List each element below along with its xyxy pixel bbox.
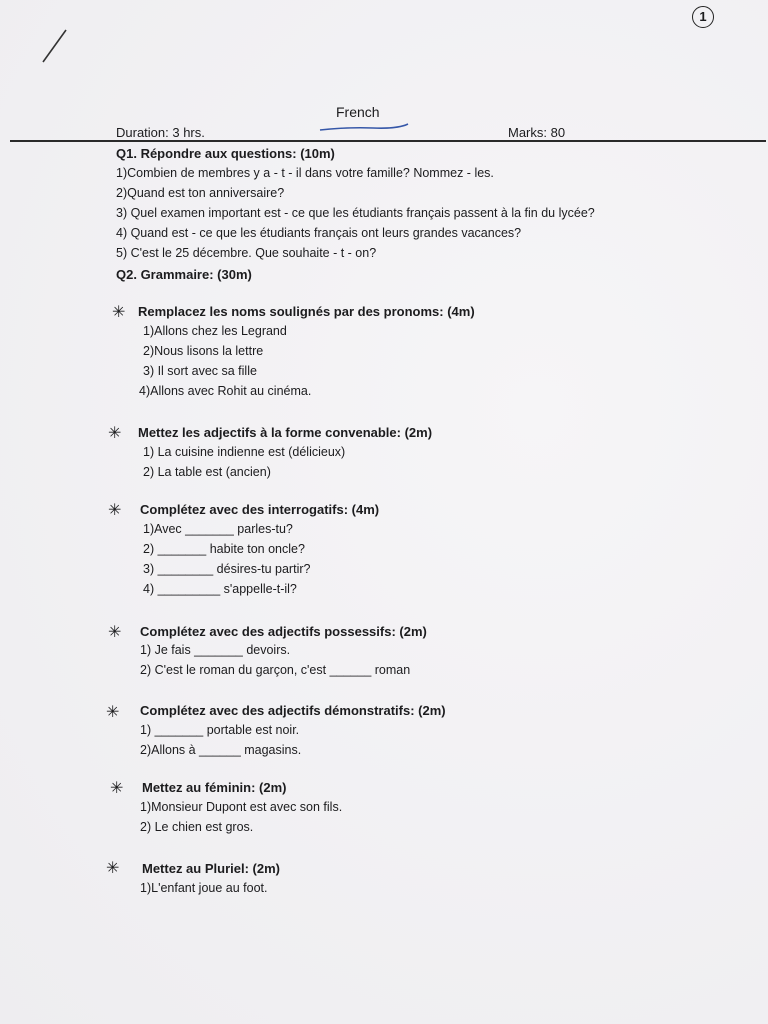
section-item: 3) ________ désires-tu partir?	[143, 562, 311, 576]
q1-heading: Q1. Répondre aux questions: (10m)	[116, 146, 335, 161]
asterisk-bullet-icon: ✳	[108, 624, 122, 641]
page-number-circle: 1	[692, 6, 714, 28]
section-item: 3) Il sort avec sa fille	[143, 364, 257, 378]
section-item: 1) _______ portable est noir.	[140, 723, 300, 737]
section-item: 1) Je fais _______ devoirs.	[140, 643, 291, 657]
title-underline	[318, 121, 410, 133]
section-item: 4) _________ s'appelle-t-il?	[143, 582, 297, 596]
section-title: Complétez avec des adjectifs possessifs: (2m)	[140, 624, 427, 639]
section-title: Complétez avec des adjectifs démonstratifs: (2m)	[140, 703, 446, 718]
pen-stroke-mark	[40, 26, 70, 66]
section-title: Mettez au Pluriel: (2m)	[142, 861, 280, 876]
section-item: 2)Nous lisons la lettre	[143, 344, 264, 358]
header-rule	[10, 140, 766, 142]
section-title: Mettez les adjectifs à la forme convenable: (2m)	[138, 425, 433, 440]
section-item: 2) C'est le roman du garçon, c'est ______ roman	[140, 663, 411, 677]
section-item: 4)Allons avec Rohit au cinéma.	[139, 384, 312, 398]
asterisk-bullet-icon: ✳	[106, 860, 120, 877]
q1-item: 1)Combien de membres y a - t - il dans votre famille? Nommez - les.	[116, 166, 494, 180]
section-item: 1)L'enfant joue au foot.	[140, 881, 268, 895]
section-item: 2) La table est (ancien)	[143, 465, 271, 479]
section-item: 2)Allons à ______ magasins.	[140, 743, 302, 757]
asterisk-bullet-icon: ✳	[108, 425, 122, 442]
section-title: Remplacez les noms soulignés par des pronoms: (4m)	[138, 304, 475, 319]
duration-label: Duration: 3 hrs.	[116, 125, 205, 140]
asterisk-bullet-icon: ✳	[106, 704, 120, 721]
section-item: 1)Allons chez les Legrand	[143, 324, 287, 338]
q2-heading: Q2. Grammaire: (30m)	[116, 267, 252, 282]
marks-label: Marks: 80	[508, 125, 566, 140]
subject-title: French	[336, 104, 380, 120]
section-title: Mettez au féminin: (2m)	[142, 780, 287, 795]
section-item: 1)Monsieur Dupont est avec son fils.	[140, 800, 343, 814]
q1-item: 5) C'est le 25 décembre. Que souhaite - t - on?	[116, 246, 377, 260]
asterisk-bullet-icon: ✳	[108, 502, 122, 519]
q1-item: 4) Quand est - ce que les étudiants français ont leurs grandes vacances?	[116, 226, 522, 240]
asterisk-bullet-icon: ✳	[112, 304, 126, 321]
q1-item: 2)Quand est ton anniversaire?	[116, 186, 285, 200]
section-item: 2) Le chien est gros.	[140, 820, 254, 834]
section-item: 2) _______ habite ton oncle?	[143, 542, 305, 556]
asterisk-bullet-icon: ✳	[110, 780, 124, 797]
q1-item: 3) Quel examen important est - ce que les étudiants français passent à la fin du lycée?	[116, 206, 595, 220]
section-item: 1) La cuisine indienne est (délicieux)	[143, 445, 346, 459]
section-title: Complétez avec des interrogatifs: (4m)	[140, 502, 380, 517]
section-item: 1)Avec _______ parles-tu?	[143, 522, 293, 536]
